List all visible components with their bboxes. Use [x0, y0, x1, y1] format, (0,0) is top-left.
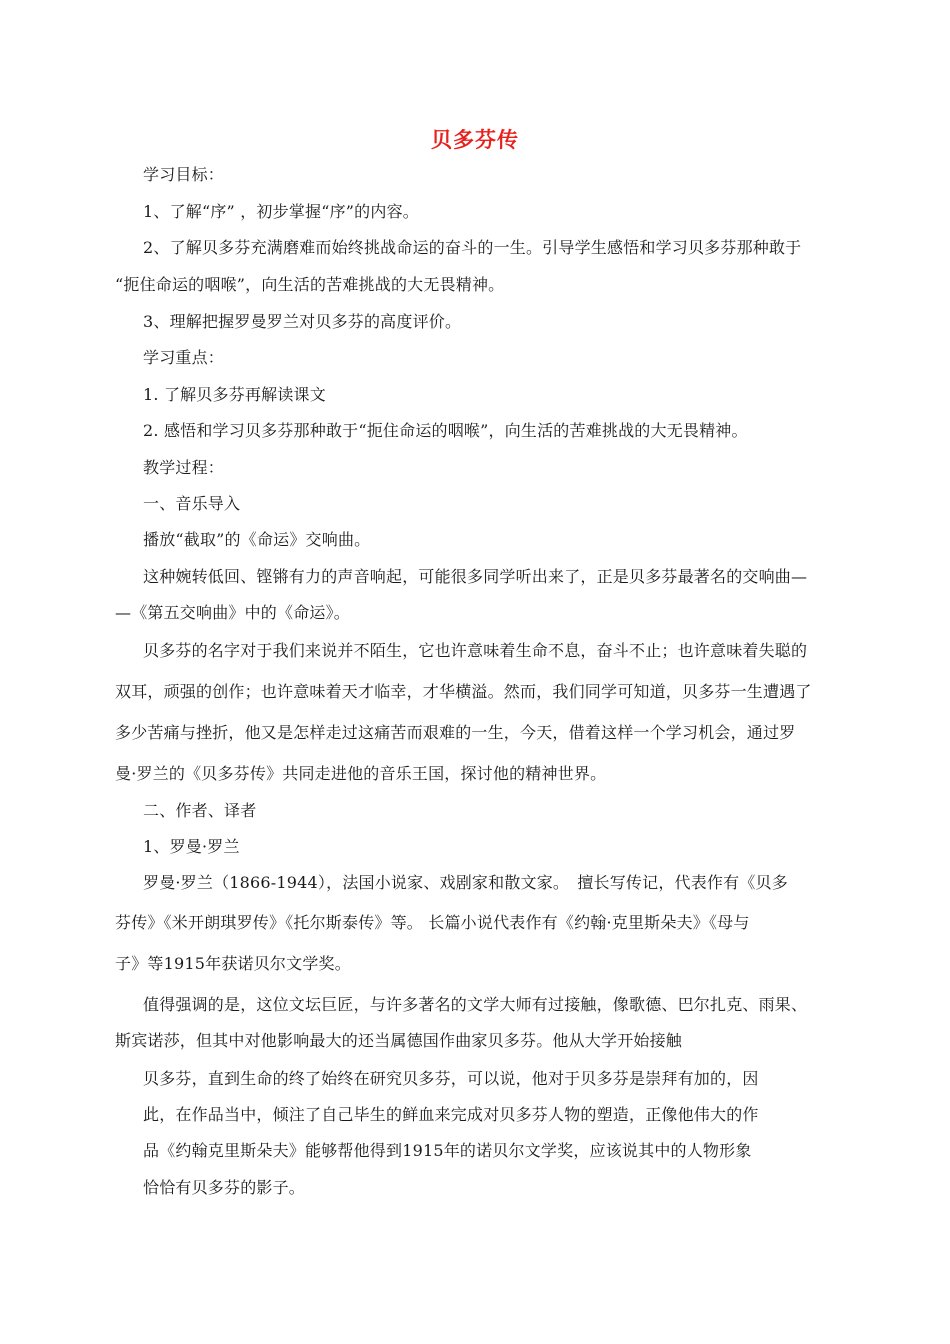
paragraph-line: 多少苦痛与挫折，他又是怎样走过这痛苦而艰难的一生，今天，借着这样一个学习机会，通过罗 — [115, 723, 796, 742]
paragraph-line: 双耳，顽强的创作；也许意味着天才临幸，才华横溢。然而，我们同学可知道，贝多芬一生遭遇了 — [115, 682, 812, 701]
key-point-2: 2. 感悟和学习贝多芬那种敢于“扼住命运的咽喉”，向生活的苦难挑战的大无畏精神。 — [143, 421, 748, 440]
paragraph-line: 恰恰有贝多芬的影子。 — [143, 1178, 306, 1197]
paragraph-line: 值得强调的是，这位文坛巨匠，与许多著名的文学大师有过接触，像歌德、巴尔扎克、雨果、 — [143, 995, 808, 1014]
paragraph-line: 芬传》《米开朗琪罗传》《托尔斯泰传》等。 长篇小说代表作有《约翰·克里斯朵夫》《母与 — [115, 913, 750, 932]
paragraph-line: 罗曼·罗兰（1866-1944），法国小说家、戏剧家和散文家。 擅长写传记，代表作有《贝多 — [143, 873, 788, 892]
section-heading-goals: 学习目标： — [143, 165, 225, 184]
paragraph-line: 此，在作品当中，倾注了自己毕生的鲜血来完成对贝多芬人物的塑造，正像他伟大的作 — [143, 1105, 759, 1124]
section-heading-process: 教学过程： — [143, 458, 225, 477]
goal-item-2-continued: “扼住命运的咽喉”，向生活的苦难挑战的大无畏精神。 — [115, 275, 505, 294]
subheading-music-intro: 一、音乐导入 — [143, 494, 241, 513]
paragraph-line: 品《约翰克里斯朵夫》能够帮他得到1915年的诺贝尔文学奖，应该说其中的人物形象 — [143, 1141, 752, 1160]
key-point-1: 1. 了解贝多芬再解读课文 — [143, 385, 326, 404]
paragraph-line: 播放“截取”的《命运》交响曲。 — [143, 530, 371, 549]
paragraph-line: 贝多芬的名字对于我们来说并不陌生，它也许意味着生命不息，奋斗不止；也许意味着失聪的 — [143, 641, 808, 660]
goal-item-3: 3、理解把握罗曼罗兰对贝多芬的高度评价。 — [143, 312, 462, 331]
paragraph-line: —《第五交响曲》中的《命运》。 — [115, 603, 351, 622]
paragraph-line: 曼·罗兰的《贝多芬传》共同走进他的音乐王国，探讨他的精神世界。 — [115, 764, 607, 783]
paragraph-line: 这种婉转低回、铿锵有力的声音响起，可能很多同学听出来了，正是贝多芬最著名的交响曲— — [143, 567, 808, 586]
goal-item-1: 1、了解“序” ，初步掌握“序”的内容。 — [143, 202, 419, 221]
section-heading-key-points: 学习重点： — [143, 348, 225, 367]
goal-item-2: 2、了解贝多芬充满磨难而始终挑战命运的奋斗的一生。引导学生感悟和学习贝多芬那种敢于 — [143, 238, 802, 257]
document-title: 贝多芬传 — [431, 128, 519, 152]
subheading-romain-rolland: 1、罗曼·罗兰 — [143, 837, 240, 856]
subheading-author-translator: 二、作者、译者 — [143, 801, 257, 820]
paragraph-line: 贝多芬，直到生命的终了始终在研究贝多芬，可以说，他对于贝多芬是崇拜有加的，因 — [143, 1069, 759, 1088]
paragraph-line: 斯宾诺莎，但其中对他影响最大的还当属德国作曲家贝多芬。他从大学开始接触 — [115, 1031, 683, 1050]
paragraph-line: 子》等1915年获诺贝尔文学奖。 — [115, 954, 351, 973]
